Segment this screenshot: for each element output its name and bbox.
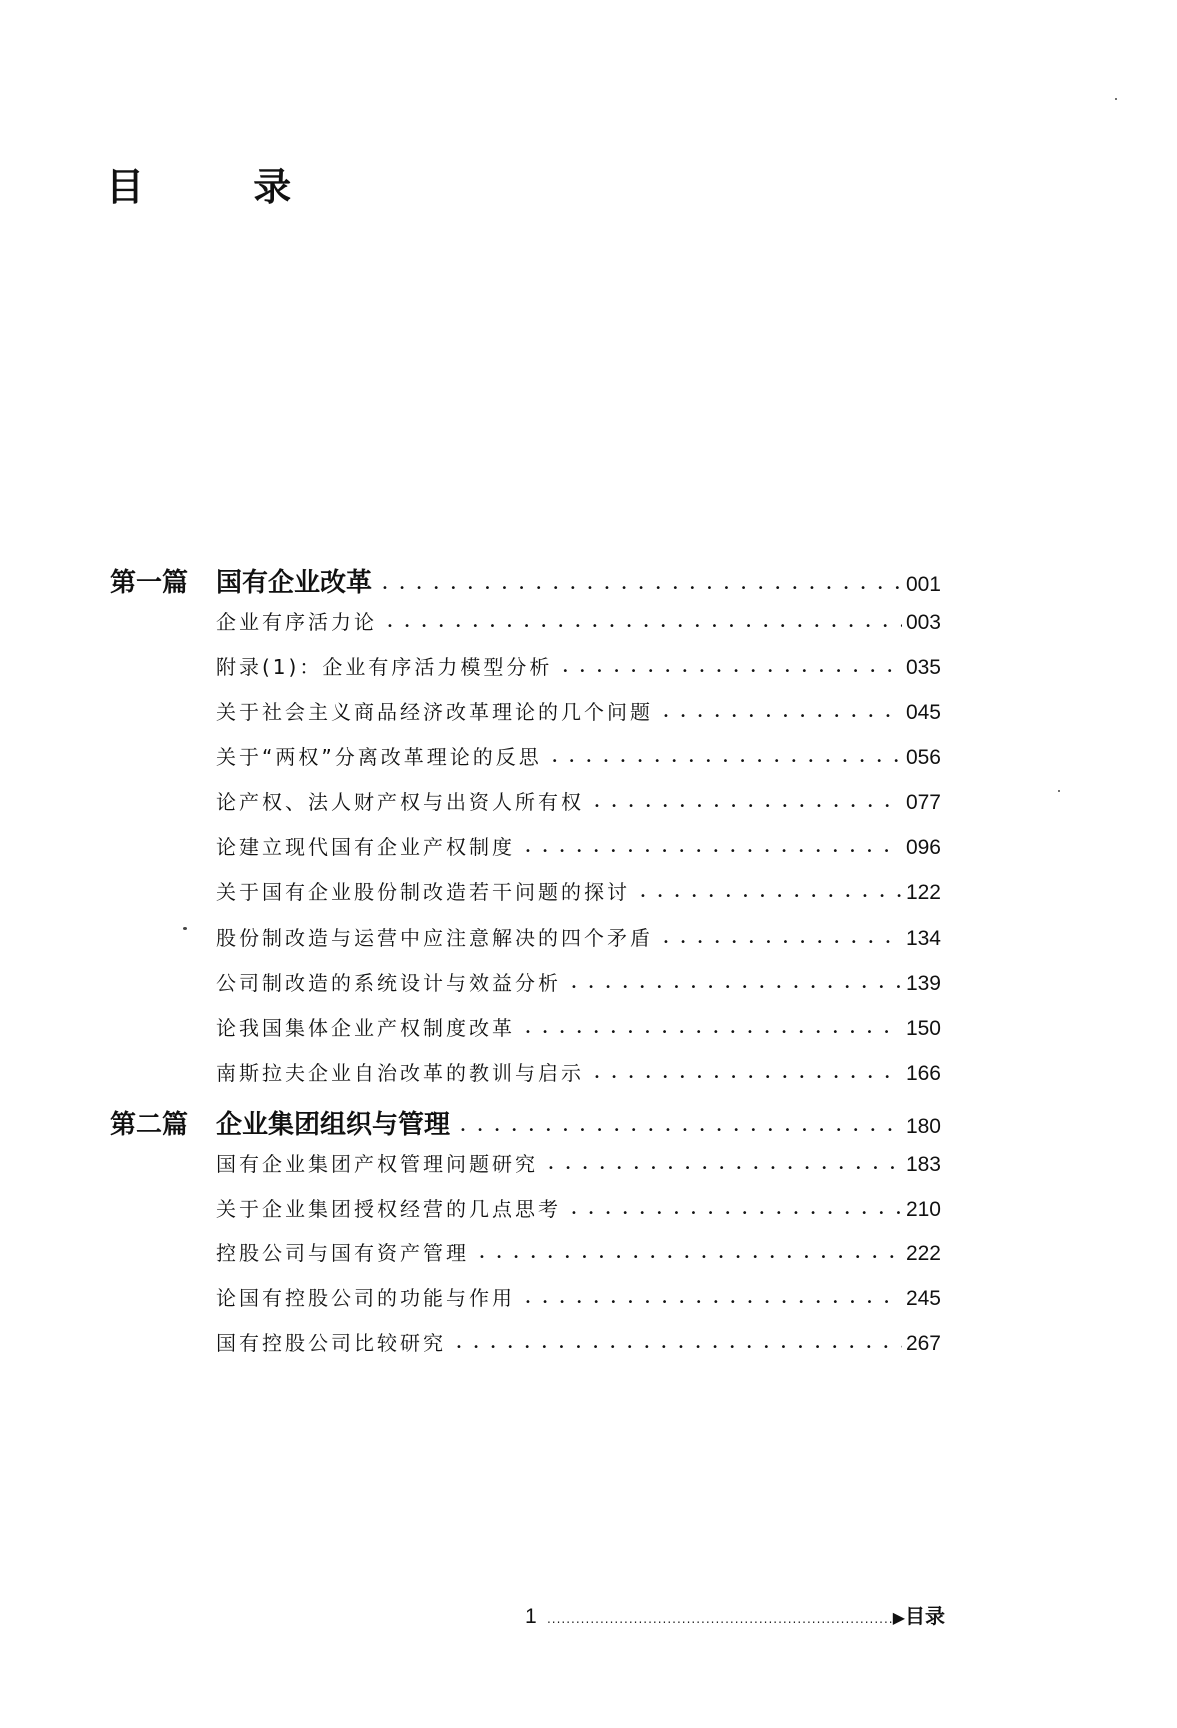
toc-part-1[interactable] (110, 562, 941, 599)
footer-label: 目录 (905, 1604, 945, 1628)
page-number: 003 (905, 611, 941, 634)
page-number: 183 (905, 1153, 941, 1176)
toc-part-2[interactable] (110, 1104, 941, 1141)
page-number: 096 (905, 836, 941, 859)
entry-title: 关于“两权”分离改革理论的反思 (216, 745, 542, 769)
page-number: 001 (905, 573, 941, 596)
toc-entry[interactable] (216, 1193, 941, 1222)
dot-leader (450, 1117, 902, 1138)
page-number: 267 (905, 1332, 941, 1355)
part-label: 第二篇 (110, 1110, 189, 1140)
page-footer (525, 1600, 945, 1629)
dot-leader (584, 1064, 902, 1085)
page-number: 210 (905, 1198, 941, 1221)
entry-title: 关于国有企业股份制改造若干问题的探讨 (216, 880, 630, 904)
entry-title: 关于社会主义商品经济改革理论的几个问题 (216, 700, 653, 724)
page-number: 166 (905, 1062, 941, 1085)
page-number: 045 (905, 701, 941, 724)
dot-leader (372, 575, 902, 596)
toc-entry[interactable] (216, 922, 941, 951)
toc-entry[interactable] (216, 876, 941, 905)
part-title: 企业集团组织与管理 (216, 1110, 451, 1140)
page-number: 056 (905, 746, 941, 769)
entry-title: 国有企业集团产权管理问题研究 (216, 1152, 538, 1176)
toc-entry[interactable] (216, 967, 941, 996)
part-title: 国有企业改革 (216, 568, 373, 598)
dot-leader (515, 1289, 902, 1310)
entry-title: 论我国集体企业产权制度改革 (216, 1016, 515, 1040)
dot-leader (552, 658, 902, 679)
scan-speck (1058, 790, 1060, 792)
dot-leader (653, 929, 902, 950)
scan-speck (183, 927, 187, 930)
dot-leader (446, 1334, 902, 1355)
toc-entry[interactable] (216, 696, 941, 725)
entry-title: 论国有控股公司的功能与作用 (216, 1286, 515, 1310)
toc-entry[interactable] (216, 831, 941, 860)
dot-leader (515, 1019, 902, 1040)
toc-entry[interactable] (216, 606, 941, 635)
page-number: 245 (905, 1287, 941, 1310)
footer-dot-leader (547, 1612, 893, 1626)
entry-title: 公司制改造的系统设计与效益分析 (216, 971, 561, 995)
entry-title: 国有控股公司比较研究 (216, 1331, 446, 1355)
entry-title: 论产权、法人财产权与出资人所有权 (216, 790, 584, 814)
toc-entry[interactable] (216, 651, 941, 680)
entry-title: 控股公司与国有资产管理 (216, 1241, 469, 1265)
triangle-right-icon: ▶ (892, 1608, 905, 1627)
part-label: 第一篇 (110, 568, 189, 598)
page-number: 077 (905, 791, 941, 814)
scan-speck (1115, 98, 1117, 100)
page-title: 目 录 (106, 165, 340, 209)
page-number: 222 (905, 1242, 941, 1265)
toc-entry[interactable] (216, 1282, 941, 1311)
toc-entry[interactable] (216, 786, 941, 815)
entry-title: 论建立现代国有企业产权制度 (216, 835, 515, 859)
page-number: 122 (905, 881, 941, 904)
page-number: 134 (905, 927, 941, 950)
page-number: 150 (905, 1017, 941, 1040)
toc-entry[interactable] (216, 1012, 941, 1041)
toc-entry[interactable] (216, 1237, 941, 1266)
dot-leader (630, 883, 902, 904)
entry-title: 南斯拉夫企业自治改革的教训与启示 (216, 1061, 584, 1085)
dot-leader (469, 1244, 902, 1265)
entry-title: 股份制改造与运营中应注意解决的四个矛盾 (216, 926, 653, 950)
footer-page-number: 1 (525, 1605, 537, 1628)
dot-leader (584, 793, 902, 814)
page-number: 180 (905, 1115, 941, 1138)
toc-entry[interactable] (216, 1057, 941, 1086)
dot-leader (561, 1200, 902, 1221)
toc-entry[interactable] (216, 1148, 941, 1177)
entry-title: 附录(1)：企业有序活力模型分析 (216, 655, 553, 679)
dot-leader (515, 838, 902, 859)
toc-entry[interactable] (216, 741, 941, 770)
page-number: 139 (905, 972, 941, 995)
dot-leader (653, 703, 902, 724)
dot-leader (542, 748, 902, 769)
dot-leader (538, 1155, 902, 1176)
entry-title: 关于企业集团授权经营的几点思考 (216, 1197, 561, 1221)
page-number: 035 (905, 656, 941, 679)
dot-leader (561, 974, 902, 995)
dot-leader (377, 613, 902, 634)
toc-entry[interactable] (216, 1327, 941, 1356)
entry-title: 企业有序活力论 (216, 610, 377, 634)
